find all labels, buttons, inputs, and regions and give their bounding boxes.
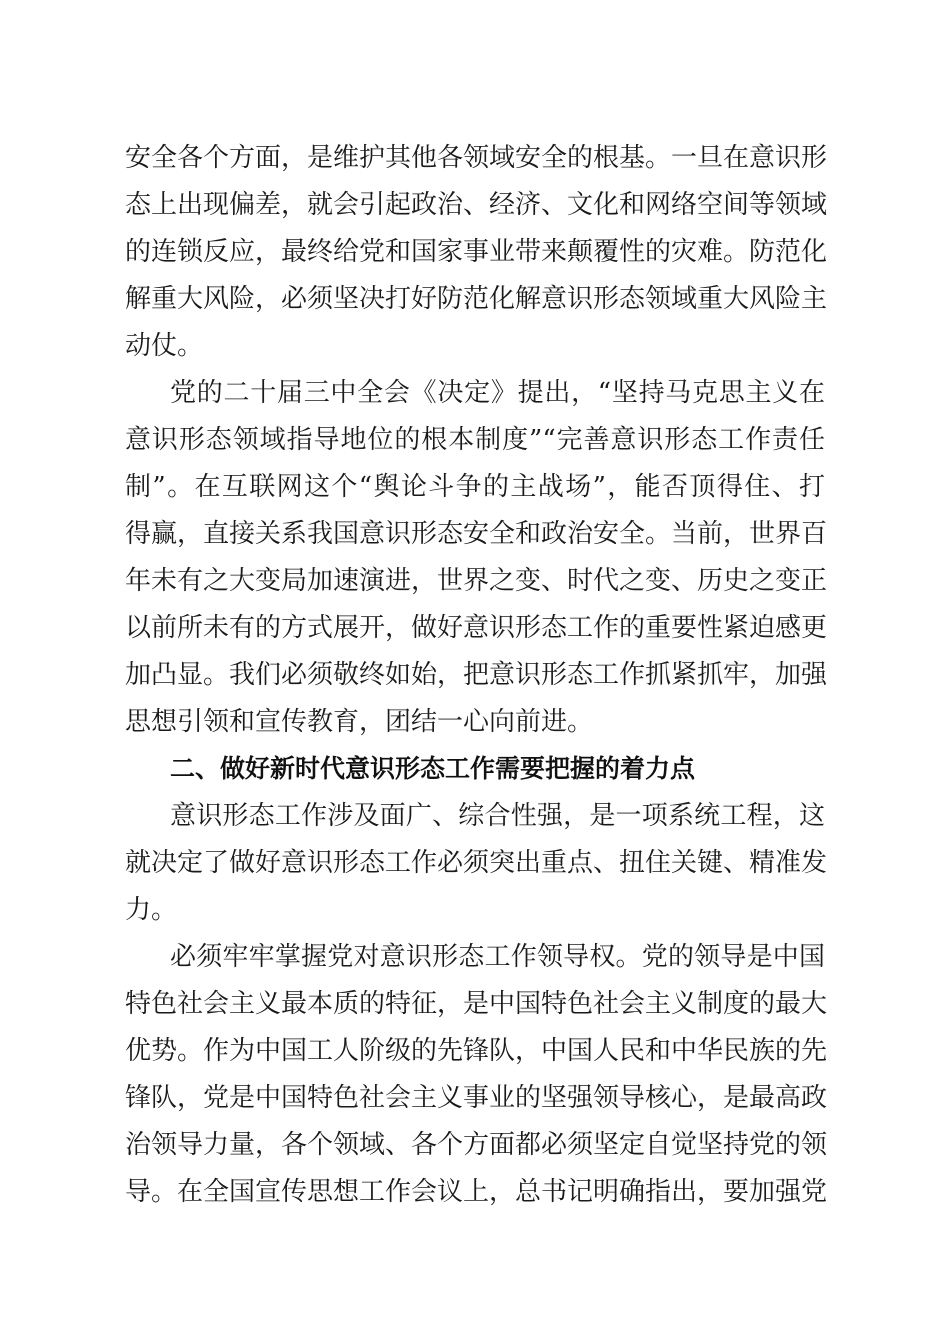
paragraph-2-line-6: 以前所未有的方式展开，做好意识形态工作的重要性紧迫感更 bbox=[125, 613, 828, 643]
paragraph-4-line-3: 优势。作为中国工人阶级的先锋队，中国人民和中华民族的先 bbox=[125, 1036, 828, 1066]
paragraph-1-line-4: 解重大风险，必须坚决打好防范化解意识形态领域重大风险主 bbox=[125, 284, 828, 314]
paragraph-3-line-3: 力。 bbox=[125, 895, 178, 925]
paragraph-2-line-3: 制”。在互联网这个“舆论斗争的主战场”，能否顶得住、打 bbox=[125, 472, 825, 502]
paragraph-4-line-2: 特色社会主义最本质的特征，是中国特色社会主义制度的最大 bbox=[125, 989, 828, 1019]
paragraph-1-line-3: 的连锁反应，最终给党和国家事业带来颠覆性的灾难。防范化 bbox=[125, 237, 828, 267]
paragraph-3-line-2: 就决定了做好意识形态工作必须突出重点、扭住关键、精准发 bbox=[125, 848, 828, 878]
paragraph-1-line-1: 安全各个方面，是维护其他各领域安全的根基。一旦在意识形 bbox=[125, 143, 828, 173]
paragraph-4-line-6: 导。在全国宣传思想工作会议上，总书记明确指出，要加强党 bbox=[125, 1177, 828, 1207]
paragraph-2-line-1: 党的二十届三中全会《决定》提出，“坚持马克思主义在 bbox=[170, 378, 825, 408]
paragraph-2-line-7: 加凸显。我们必须敬终如始，把意识形态工作抓紧抓牢，加强 bbox=[125, 660, 828, 690]
paragraph-4-line-1: 必须牢牢掌握党对意识形态工作领导权。党的领导是中国 bbox=[170, 942, 825, 972]
paragraph-4-line-4: 锋队，党是中国特色社会主义事业的坚强领导核心，是最高政 bbox=[125, 1083, 828, 1113]
paragraph-2-line-8: 思想引领和宣传教育，团结一心向前进。 bbox=[125, 707, 594, 737]
paragraph-2-line-5: 年未有之大变局加速演进，世界之变、时代之变、历史之变正 bbox=[125, 566, 828, 596]
paragraph-1-line-5: 动仗。 bbox=[125, 331, 204, 361]
paragraph-3-line-1: 意识形态工作涉及面广、综合性强，是一项系统工程，这 bbox=[170, 801, 825, 831]
paragraph-2-line-2: 意识形态领域指导地位的根本制度”“完善意识形态工作责任 bbox=[125, 425, 825, 455]
paragraph-1-line-2: 态上出现偏差，就会引起政治、经济、文化和网络空间等领域 bbox=[125, 190, 828, 220]
section-heading: 二、做好新时代意识形态工作需要把握的着力点 bbox=[170, 754, 696, 783]
paragraph-4-line-5: 治领导力量，各个领域、各个方面都必须坚定自觉坚持党的领 bbox=[125, 1130, 828, 1160]
paragraph-2-line-4: 得赢，直接关系我国意识形态安全和政治安全。当前，世界百 bbox=[125, 519, 828, 549]
